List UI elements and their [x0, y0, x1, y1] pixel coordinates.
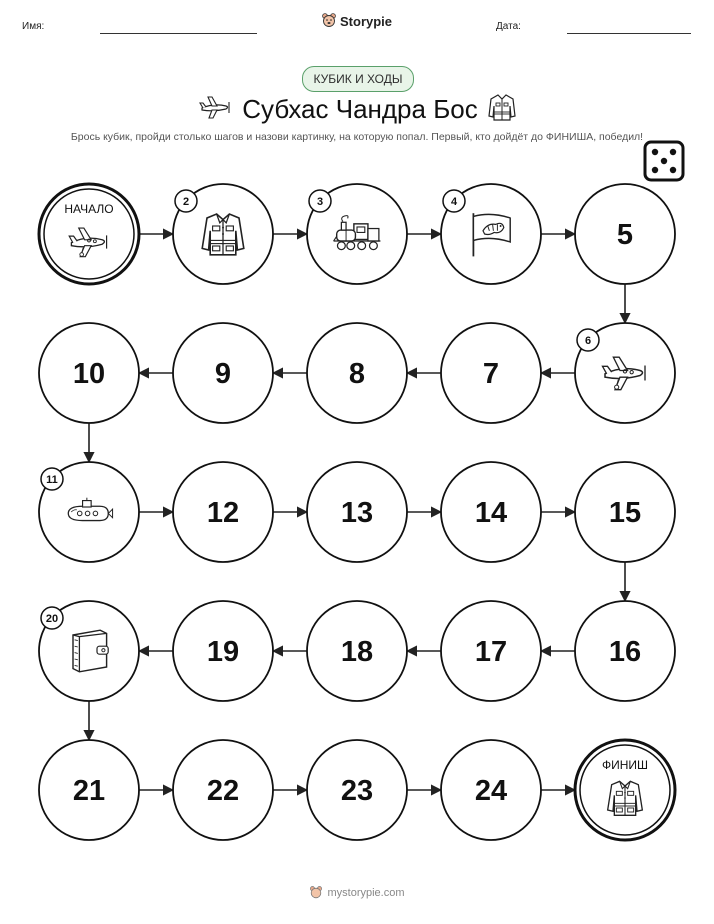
cell-number: 22 [206, 775, 240, 807]
board-cell-24[interactable] [441, 740, 541, 840]
cell-number-badge [41, 468, 63, 490]
cell-number-badge [41, 607, 63, 629]
jacket-icon [608, 781, 643, 815]
cell-number: 5 [616, 219, 634, 251]
instructions: Брось кубик, пройди столько шагов и назови картинку, на которую попал. Первый, кто дойдёт до ФИНИША, победил! [70, 131, 644, 143]
svg-text:2: 2 [182, 196, 190, 208]
board-cell-13[interactable] [307, 462, 407, 562]
board-cell-10[interactable] [39, 323, 139, 423]
board-cell-23[interactable] [307, 740, 407, 840]
board-cell-5[interactable] [575, 184, 675, 284]
svg-text:11: 11 [46, 474, 58, 486]
cell-number: 17 [474, 636, 508, 668]
dice-icon [645, 142, 683, 180]
cell-number: 21 [72, 775, 106, 807]
board-cell-2[interactable] [173, 184, 273, 284]
board-cell-8[interactable] [307, 323, 407, 423]
svg-text:3: 3 [316, 196, 324, 208]
svg-text:6: 6 [584, 335, 592, 347]
board-cell-25[interactable] [575, 740, 675, 840]
cell-number: 23 [340, 775, 374, 807]
cell-number-badge [577, 329, 599, 351]
footer-url: mystorypie.com [327, 887, 405, 899]
board-cell-11[interactable] [39, 462, 139, 562]
board-cell-14[interactable] [441, 462, 541, 562]
bear-logo-icon [309, 886, 323, 900]
footer [0, 886, 714, 900]
game-tag: КУБИК И ХОДЫ [302, 66, 414, 92]
board-cell-17[interactable] [441, 601, 541, 701]
board-cell-7[interactable] [441, 323, 541, 423]
cell-number-badge [309, 190, 331, 212]
cell-number: 19 [206, 636, 240, 668]
cell-number: 12 [206, 497, 240, 529]
cell-number-badge [175, 190, 197, 212]
cell-number: 8 [348, 358, 366, 390]
board-cell-1[interactable] [39, 184, 139, 284]
start-label: НАЧАЛО [64, 202, 114, 216]
cell-number: 10 [72, 358, 106, 390]
board-cell-18[interactable] [307, 601, 407, 701]
board-cell-12[interactable] [173, 462, 273, 562]
board-cells [39, 184, 675, 840]
cell-number: 24 [474, 775, 508, 807]
cell-number: 18 [340, 636, 374, 668]
cell-number: 14 [474, 497, 508, 529]
cell-number: 16 [608, 636, 642, 668]
board-cell-9[interactable] [173, 323, 273, 423]
board-cell-16[interactable] [575, 601, 675, 701]
board-cell-6[interactable] [575, 323, 675, 423]
board-cell-21[interactable] [39, 740, 139, 840]
cell-number: 9 [214, 358, 232, 390]
page-title-text: Субхас Чандра Бос [242, 94, 478, 124]
board-cell-20[interactable] [39, 601, 139, 701]
svg-text:20: 20 [45, 613, 59, 625]
board-cell-3[interactable] [307, 184, 407, 284]
brand-name: Storypie [340, 13, 393, 29]
book-icon [73, 630, 108, 672]
jacket-icon [202, 214, 244, 255]
finish-label: ФИНИШ [601, 758, 649, 772]
date-label: Дата: [496, 21, 521, 32]
board-cell-22[interactable] [173, 740, 273, 840]
board-cell-4[interactable] [441, 184, 541, 284]
board-cell-15[interactable] [575, 462, 675, 562]
cell-number: 13 [340, 497, 374, 529]
svg-text:4: 4 [450, 196, 458, 208]
name-label: Имя: [22, 21, 45, 32]
board-cell-19[interactable] [173, 601, 273, 701]
cell-number: 7 [482, 358, 500, 390]
cell-number-badge [443, 190, 465, 212]
cell-number: 15 [608, 497, 642, 529]
